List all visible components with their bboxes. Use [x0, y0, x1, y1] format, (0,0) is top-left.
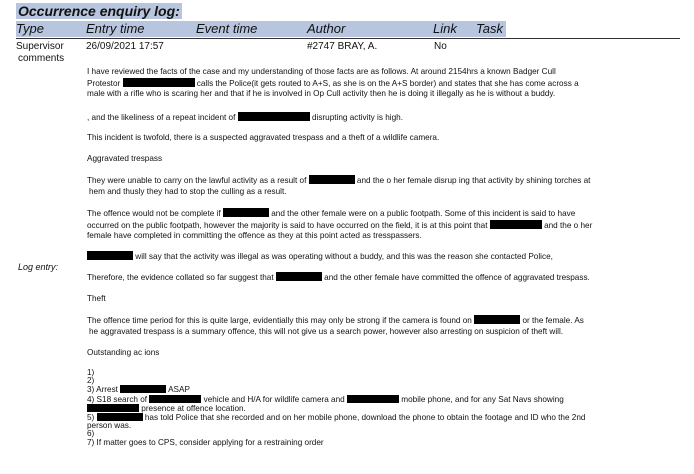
- row-type: Supervisor: [16, 41, 64, 52]
- redaction: [490, 220, 542, 229]
- list-item: 2): [87, 376, 95, 386]
- text-line: Protestor calls the Police(it gets routed to A+S, as she is on the A+S border) and states that she has come across a: [87, 78, 579, 88]
- paragraph-8: Therefore, the evidence collated so far suggest that and the other female have committed the offence of aggravated trespass.: [87, 273, 590, 282]
- paragraph-3: This incident is twofold, there is a suspected aggravated trespass and a theft of a wildlife camera.: [87, 133, 440, 142]
- redaction: [87, 251, 133, 260]
- redaction: [238, 112, 310, 121]
- header-event-time: Event time: [196, 21, 258, 36]
- list-item: 6): [87, 429, 95, 439]
- text-line: he aggravated trespass is a summary offence, this will not give us a search power, however also arresting on suspicion of theft will.: [89, 326, 564, 336]
- redaction: [123, 78, 195, 87]
- text-line: I have reviewed the facts of the case and my understanding of those facts are as follows. At around 2154hrs a known Badger Cull: [87, 67, 556, 76]
- paragraph-11: Outstanding ac ions: [87, 348, 160, 357]
- paragraph-5: [87, 175, 665, 197]
- header-rule: [16, 38, 680, 39]
- redaction: [276, 272, 322, 281]
- text-line: The offence time period for this is quite large, evidentially this may only be strong if the camera is found on or the female. As: [87, 316, 584, 325]
- list-item: 4) S18 search of vehicle and H/A for wildlife camera and mobile phone, and for any Sat Navs showing: [87, 394, 564, 404]
- list-item: presence at offence location.: [87, 404, 665, 413]
- text-line: hem and thusly they had to stop the culling as a result.: [89, 186, 287, 196]
- actions-list: [87, 369, 665, 447]
- row-author: #2747 BRAY, A.: [307, 41, 378, 52]
- text-line: occurred on the public footpath, however the majority is said to have occurred on the field, it is at this point that and the o her: [87, 220, 593, 230]
- row-link: No: [434, 41, 447, 52]
- redaction: [120, 385, 166, 393]
- header-task: Task: [476, 21, 503, 36]
- list-item: 1): [87, 368, 95, 377]
- table-header: [16, 21, 506, 37]
- redaction: [309, 175, 355, 184]
- row-type-line2: comments: [18, 53, 65, 64]
- header-link: Link: [433, 21, 457, 36]
- row-entry-time: 26/09/2021 17:57: [86, 41, 164, 52]
- paragraph-4: Aggravated trespass: [87, 154, 163, 163]
- redaction: [223, 208, 269, 217]
- header-entry-time: Entry time: [86, 21, 145, 36]
- paragraph-6: [87, 208, 665, 242]
- text-line: male with a rifle who is scaring her and that if he is involved in Op Cull activity then he is doing it illegally as he is without a buddy.: [87, 89, 556, 98]
- list-item: 5) has told Police that she recorded and on her mobile phone, download the phone to obtain the footage and ID who the 2nd: [87, 413, 586, 423]
- redaction: [347, 395, 399, 403]
- list-item: 3) Arrest ASAP: [87, 385, 190, 395]
- paragraph-7: will say that the activity was illegal as was operating without a buddy, and this was the reason she contacted Police,: [87, 251, 665, 263]
- list-item: person was.: [87, 421, 132, 431]
- header-type: Type: [16, 21, 44, 36]
- list-item: 7) If matter goes to CPS, consider applying for a restraining order: [87, 437, 324, 447]
- paragraph-2: , and the likeliness of a repeat incident of disrupting activity is high.: [87, 113, 403, 122]
- text-line: female have completed in committing the offence as they at this point acted as tresspassers.: [87, 231, 422, 240]
- redaction: [97, 413, 143, 421]
- paragraph-1: [87, 67, 665, 100]
- redaction: [149, 395, 201, 403]
- text-line: They were unable to carry on the lawful activity as a result of and the o her female disrup ing that activity by shining torches at: [87, 176, 591, 185]
- paragraph-10: [87, 315, 665, 337]
- page-title: Occurrence enquiry log:: [18, 3, 180, 19]
- header-author: Author: [307, 21, 346, 36]
- redaction: [87, 404, 139, 412]
- text-line: The offence would not be complete if and the other female were on a public footpath. Some of this incident is said to have: [87, 209, 576, 218]
- log-entry-label: Log entry:: [18, 262, 59, 272]
- redaction: [474, 315, 520, 324]
- paragraph-9: Theft: [87, 294, 106, 303]
